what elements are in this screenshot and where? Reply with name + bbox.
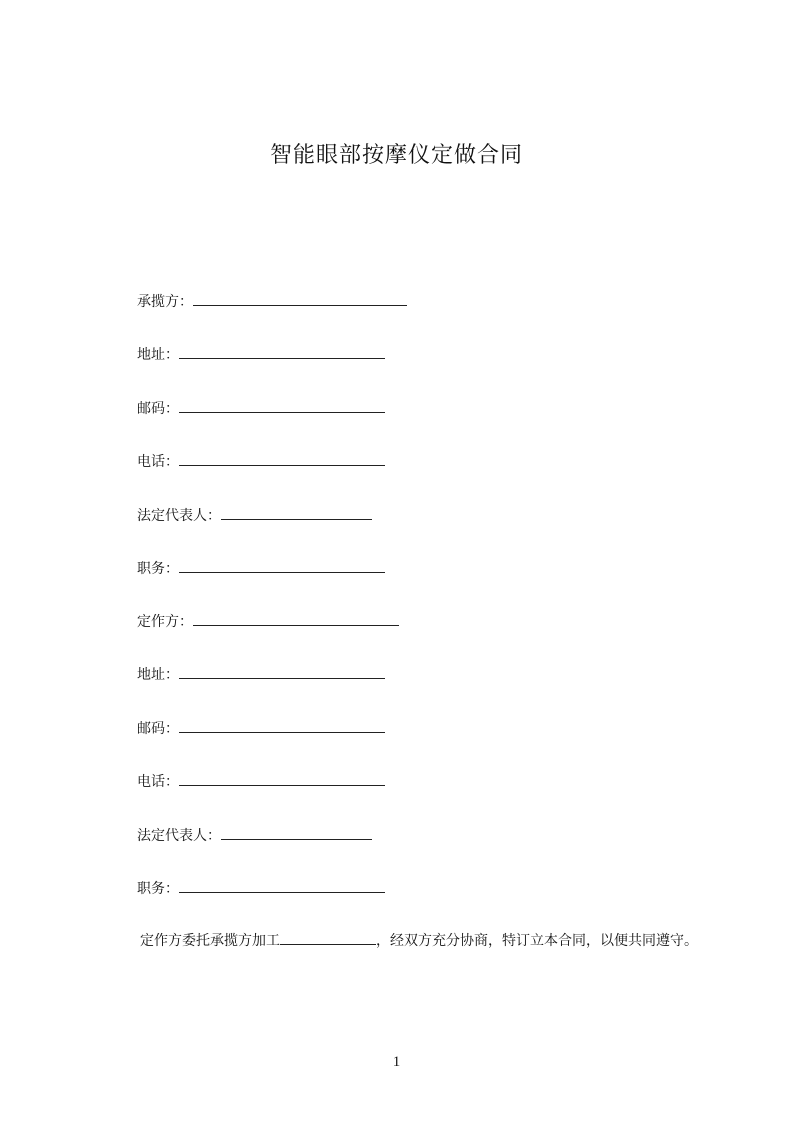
- processed-item-blank[interactable]: [280, 930, 376, 945]
- orderer-position-blank[interactable]: [179, 878, 385, 893]
- contractor-address-label: 地址：: [137, 347, 179, 363]
- intro-paragraph: [104, 928, 704, 954]
- orderer-party-label: 定作方：: [137, 614, 193, 630]
- orderer-phone-field: [137, 771, 385, 792]
- orderer-phone-label: 电话：: [137, 774, 179, 790]
- contractor-postcode-blank[interactable]: [179, 398, 385, 413]
- contractor-address-blank[interactable]: [179, 344, 385, 359]
- contractor-address-field: [137, 344, 385, 365]
- orderer-legal-rep-blank[interactable]: [221, 825, 372, 840]
- orderer-postcode-blank[interactable]: [179, 718, 385, 733]
- contractor-position-blank[interactable]: [179, 558, 385, 573]
- orderer-position-label: 职务：: [137, 881, 179, 897]
- contractor-party-field: [137, 291, 407, 312]
- intro-text-part2: ，经双方充分协商，特订立本合同，以便共同遵守。: [376, 933, 698, 949]
- orderer-position-field: [137, 878, 385, 899]
- orderer-postcode-field: [137, 718, 385, 739]
- orderer-phone-blank[interactable]: [179, 771, 385, 786]
- contractor-party-label: 承揽方：: [137, 294, 193, 310]
- contractor-phone-blank[interactable]: [179, 451, 385, 466]
- contractor-position-field: [137, 558, 385, 579]
- orderer-postcode-label: 邮码：: [137, 721, 179, 737]
- document-title: 智能眼部按摩仪定做合同: [269, 143, 523, 168]
- intro-text-part1: 定作方委托承揽方加工: [140, 933, 280, 949]
- contractor-legal-rep-blank[interactable]: [221, 505, 372, 520]
- contractor-position-label: 职务：: [137, 561, 179, 577]
- orderer-legal-rep-label: 法定代表人：: [137, 828, 221, 844]
- orderer-address-field: [137, 664, 385, 685]
- contractor-phone-field: [137, 451, 385, 472]
- page-number: 1: [392, 1054, 401, 1070]
- orderer-party-field: [137, 611, 399, 632]
- contractor-party-blank[interactable]: [193, 291, 407, 306]
- contractor-legal-rep-field: [137, 505, 372, 526]
- contractor-postcode-field: [137, 398, 385, 419]
- orderer-legal-rep-field: [137, 825, 372, 846]
- orderer-party-blank[interactable]: [193, 611, 399, 626]
- orderer-address-label: 地址：: [137, 667, 179, 683]
- contractor-phone-label: 电话：: [137, 454, 179, 470]
- orderer-address-blank[interactable]: [179, 664, 385, 679]
- contractor-postcode-label: 邮码：: [137, 401, 179, 417]
- contractor-legal-rep-label: 法定代表人：: [137, 508, 221, 524]
